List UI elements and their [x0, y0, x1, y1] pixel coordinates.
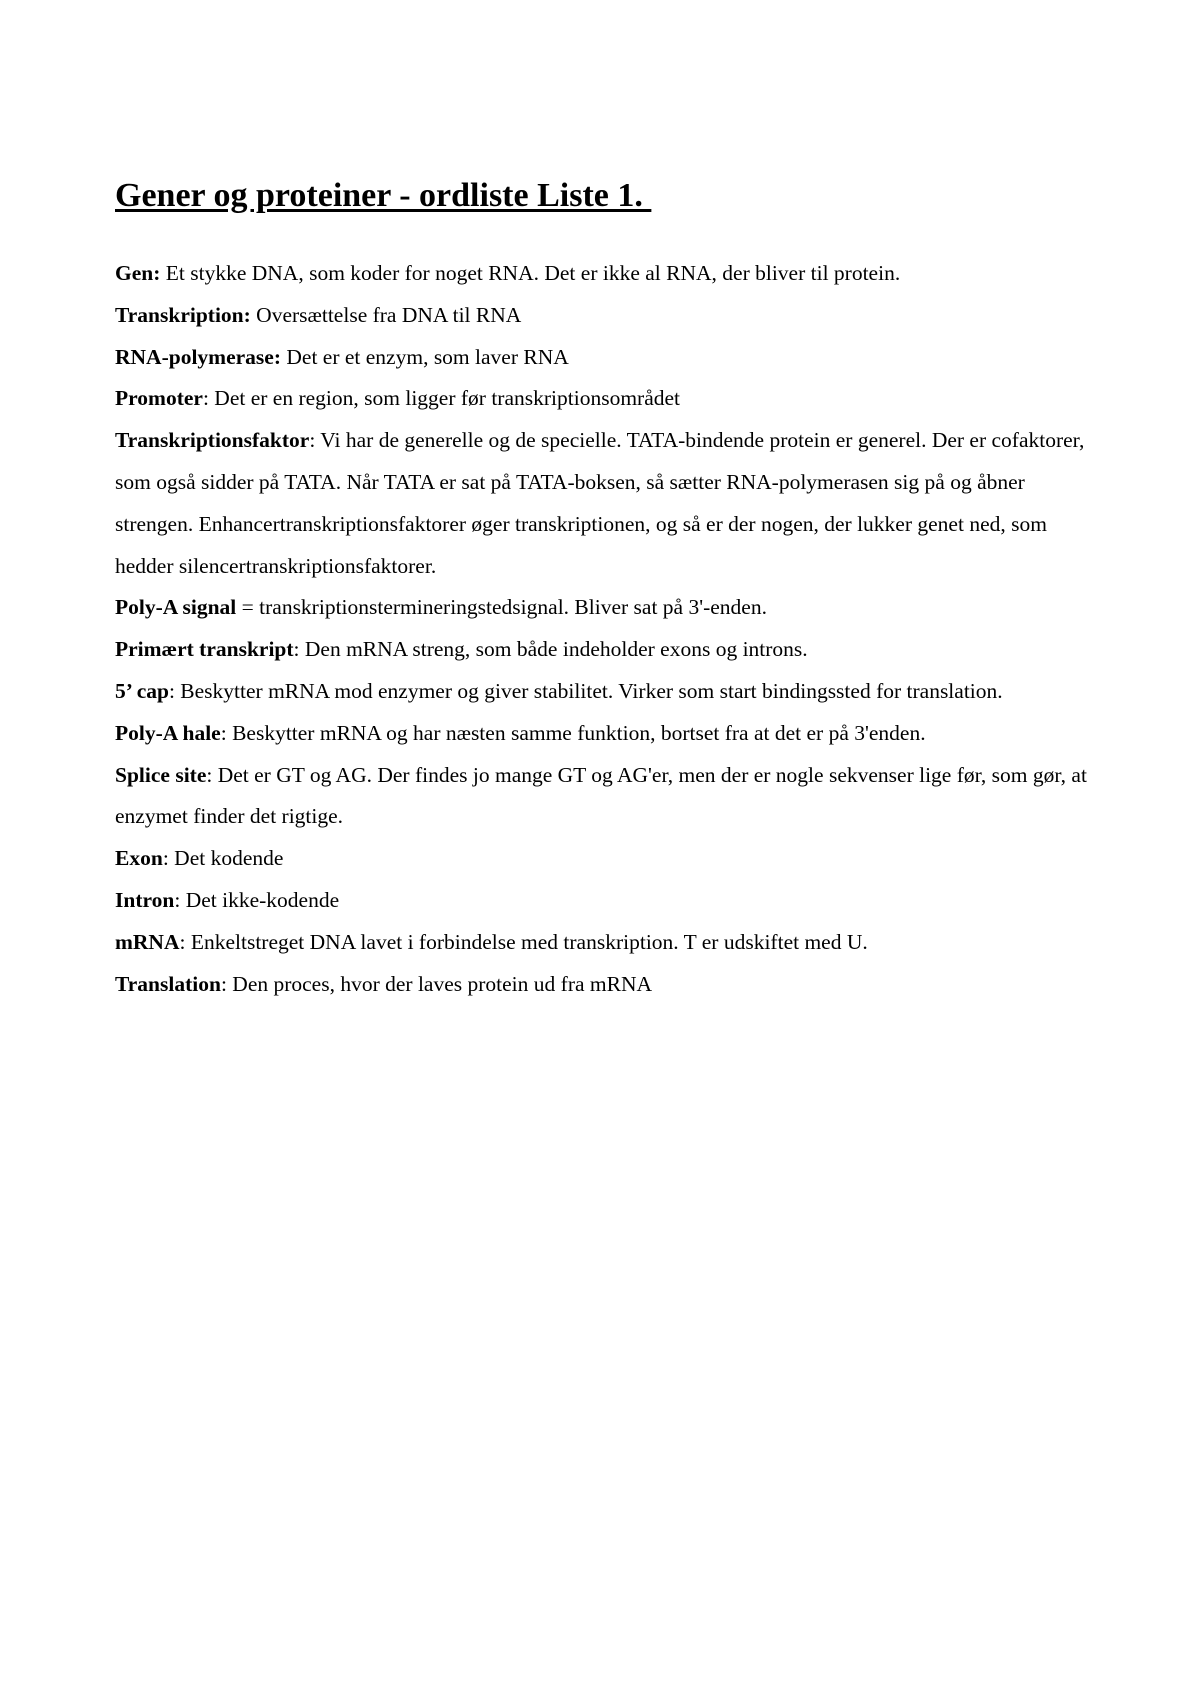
- glossary-definition: Oversættelse fra DNA til RNA: [250, 302, 522, 327]
- glossary-term: Primært transkript: [115, 637, 294, 662]
- glossary-term: mRNA: [115, 929, 180, 954]
- glossary-definition: : Den proces, hvor der laves protein ud fra mRNA: [220, 971, 653, 996]
- glossary-entry-promoter: [115, 378, 1095, 420]
- glossary-definition: : Beskytter mRNA mod enzymer og giver stabilitet. Virker som start bindingssted for translation.: [168, 678, 1003, 703]
- glossary-definition: Det er et enzym, som laver RNA: [281, 344, 569, 369]
- glossary-term: Poly-A hale: [115, 720, 221, 745]
- glossary-entry-transkription: [115, 295, 1095, 337]
- glossary-term: Exon: [115, 846, 163, 871]
- document-title: Gener og proteiner - ordliste Liste 1.: [115, 177, 652, 214]
- glossary-entry-poly-a-hale: [115, 713, 1095, 755]
- glossary-definition: = transkriptionstermineringstedsignal. Bliver sat på 3'-enden.: [236, 595, 767, 620]
- glossary-term: Intron: [115, 887, 175, 912]
- glossary-term: Translation: [115, 971, 221, 996]
- glossary-term: Splice site: [115, 762, 207, 787]
- glossary-definition: : Enkeltstreget DNA lavet i forbindelse med transkription. T er udskiftet med U.: [179, 929, 868, 954]
- glossary-entry-mrna: [115, 922, 1095, 964]
- glossary-entry-transkriptionsfaktor: [115, 420, 1095, 587]
- glossary-entry-primaert-transkript: [115, 629, 1095, 671]
- glossary-entry-translation: [115, 964, 1095, 1006]
- glossary-entry-splice-site: [115, 755, 1095, 839]
- glossary-entry-rna-polymerase: [115, 337, 1095, 379]
- glossary-term: 5’ cap: [115, 678, 169, 703]
- glossary-term: Gen:: [115, 261, 161, 285]
- glossary-term: Transkriptionsfaktor: [115, 428, 310, 453]
- glossary-definition: : Det er en region, som ligger før transkriptionsområdet: [202, 386, 681, 411]
- glossary-term: Poly-A signal: [115, 595, 237, 620]
- glossary-definition: Et stykke DNA, som koder for noget RNA. Det er ikke al RNA, der bliver til protein.: [160, 261, 901, 285]
- glossary-definition: : Den mRNA streng, som både indeholder exons og introns.: [293, 637, 808, 662]
- glossary-definition: : Det ikke-kodende: [174, 887, 340, 912]
- glossary-entry-gen: [115, 253, 1095, 295]
- glossary-term: RNA-polymerase:: [115, 344, 281, 369]
- glossary-entry-intron: [115, 880, 1095, 922]
- glossary-list: [115, 253, 1095, 1005]
- glossary-definition: : Det er GT og AG. Der findes jo mange GT og AG'er, men der er nogle sekvenser lige før, som gør, at enzymet finder det rigtige.: [115, 762, 1087, 829]
- document-content: [115, 172, 1095, 1005]
- glossary-definition: : Beskytter mRNA og har næsten samme funktion, bortset fra at det er på 3'enden.: [220, 720, 926, 745]
- glossary-term: Transkription:: [115, 302, 251, 327]
- glossary-entry-exon: [115, 838, 1095, 880]
- glossary-term: Promoter: [115, 386, 203, 411]
- glossary-entry-poly-a-signal: [115, 587, 1095, 629]
- glossary-entry-5-cap: [115, 671, 1095, 713]
- glossary-definition: : Vi har de generelle og de specielle. TATA-bindende protein er generel. Der er cofaktorer, som også sidder på TATA. Når TATA er sat på TATA-boksen, så sætter RNA-polymerasen sig på og åbner strengen. Enhancertranskriptionsfaktorer øger transkriptionen, og så er der nogen, der lukker genet ned, som hedder silencertranskriptionsfaktorer.: [115, 428, 1085, 578]
- glossary-definition: : Det kodende: [162, 846, 284, 871]
